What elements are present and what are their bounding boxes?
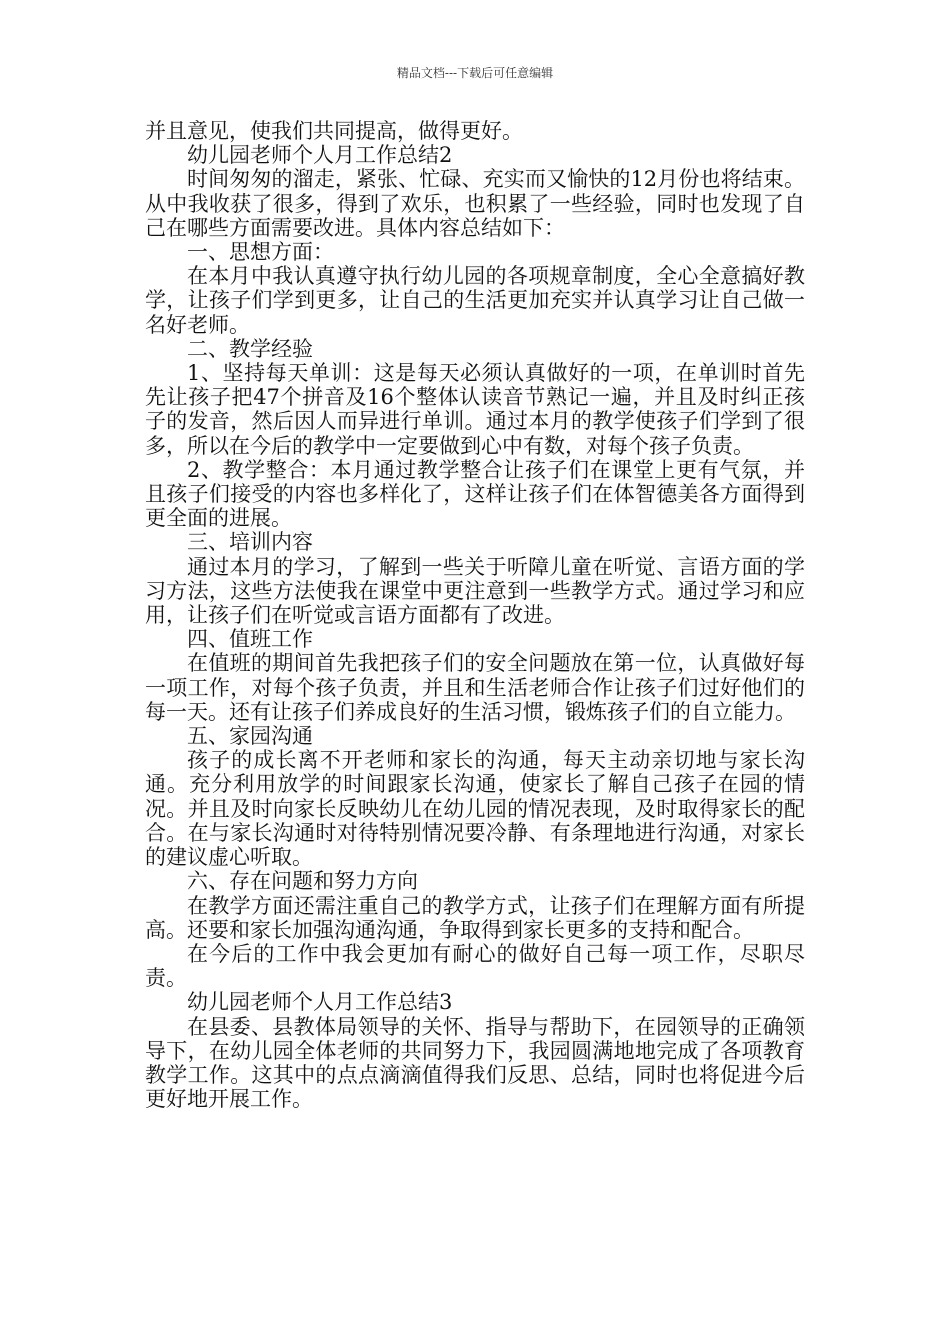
paragraph-training-content: 通过本月的学习，了解到一些关于听障儿童在听觉、言语方面的学习方法，这些方法使我在课堂中更注意到一些教学方式。通过学习和应用，让孩子们在听觉或言语方面都有了改进。 <box>145 554 805 628</box>
paragraph-problems-direction: 在教学方面还需注重自己的教学方式，让孩子们在理解方面有所提高。还要和家长加强沟通沟通，争取得到家长更多的支持和配合。 <box>145 893 805 942</box>
section-title: 幼儿园老师个人月工作总结3 <box>187 990 453 1015</box>
heading-thoughts: 一、思想方面： <box>187 240 334 265</box>
paragraph-continuation: 并且意见，使我们共同提高，做得更好。 <box>145 119 523 143</box>
page-header: 精品文档---下载后可任意编辑 <box>396 66 554 80</box>
paragraph-teaching-integration: 2、教学整合：本月通过教学整合让孩子们在课堂上更有气氛，并且孩子们接受的内容也多样化了，这样让孩子们在体智德美各方面得到更全面的进展。 <box>145 457 805 531</box>
document-body <box>145 119 805 1111</box>
heading-home-communication: 五、家园沟通 <box>187 724 313 749</box>
paragraph-duty-work: 在值班的期间首先我把孩子们的安全问题放在第一位，认真做好每一项工作，对每个孩子负责，并且和生活老师合作让孩子们过好他们的每一天。还有让孩子们养成良好的生活习惯，锻炼孩子们的自立能力。 <box>145 651 805 724</box>
heading-duty-work: 四、值班工作 <box>187 627 313 652</box>
section-title: 幼儿园老师个人月工作总结2 <box>187 143 453 168</box>
paragraph-thoughts: 在本月中我认真遵守执行幼儿园的各项规章制度，全心全意搞好教学，让孩子们学到更多，让自己的生活更加充实并认真学习让自己做一名好老师。 <box>145 264 805 337</box>
heading-problems-direction: 六、存在问题和努力方向 <box>187 869 418 894</box>
paragraph-home-communication: 孩子的成长离不开老师和家长的沟通，每天主动亲切地与家长沟通。充分利用放学的时间跟家长沟通，使家长了解自己孩子在园的情况。并且及时向家长反映幼儿在幼儿园的情况表现，及时取得家长的配合。在与家长沟通时对待特别情况要冷静、有条理地进行沟通，对家长的建议虚心听取。 <box>145 748 805 870</box>
paragraph-summary-3: 在县委、县教体局领导的关怀、指导与帮助下，在园领导的正确领导下，在幼儿园全体老师的共同努力下，我园圆满地地完成了各项教育教学工作。这其中的点点滴滴值得我们反思、总结，同时也将促进今后更好地开展工作。 <box>145 1014 805 1112</box>
heading-teaching-experience: 二、教学经验 <box>187 336 313 361</box>
heading-training-content: 三、培训内容 <box>187 530 313 555</box>
paragraph-future-work: 在今后的工作中我会更加有耐心的做好自己每一项工作，尽职尽责。 <box>145 941 805 991</box>
paragraph-daily-training: 1、坚持每天单训：这是每天必须认真做好的一项，在单训时首先先让孩子把47个拼音及16个整体认读音节熟记一遍，并且及时纠正孩子的发音，然后因人而异进行单训。通过本月的教学使孩子们学到了很多，所以在今后的教学中一定要做到心中有数，对每个孩子负责。 <box>145 361 805 458</box>
paragraph-intro: 时间匆匆的溜走，紧张、忙碌、充实而又愉快的12月份也将结束。从中我收获了很多，得到了欢乐，也积累了一些经验，同时也发现了自己在哪些方面需要改进。具体内容总结如下： <box>145 167 805 240</box>
